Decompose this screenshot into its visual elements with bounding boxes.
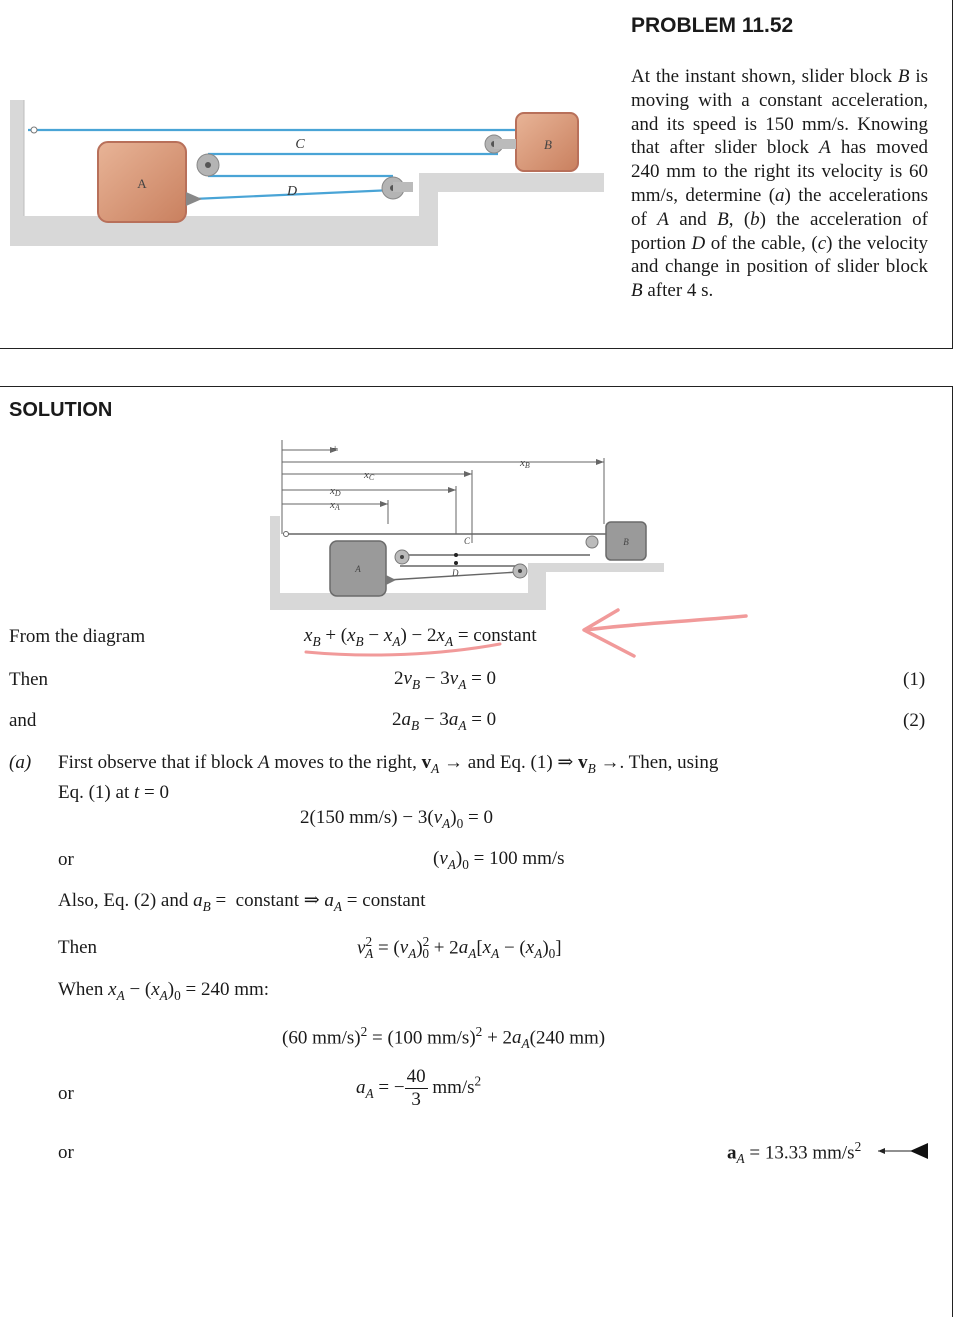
part-a-text-line1: First observe that if block A moves to the right, $v_A$ → and Eq. (1) ⇒ $v_B$ →. Then, using — [58, 752, 719, 776]
statement-part: b — [750, 208, 760, 230]
solution-label-b: B — [623, 537, 629, 547]
or-label-3: or — [58, 1142, 74, 1163]
label-d: D — [286, 184, 298, 199]
equation-aa-fraction: $a_A$ = − $\frac{40}{3}$ $mm/s^2$ — [356, 1066, 482, 1110]
solution-figure — [268, 438, 668, 613]
equation-number-1: (1) — [903, 669, 926, 690]
equation-va0: $(v_A)_0 = 100$ mm/s — [433, 848, 565, 872]
or-label-1: or — [58, 849, 74, 870]
statement-part: At the instant shown, slider block — [631, 66, 898, 87]
row-label-and: and — [9, 710, 37, 731]
statement-part: A — [819, 137, 831, 159]
problem-title: PROBLEM 11.52 — [631, 14, 794, 37]
equation-number-2: (2) — [903, 710, 926, 731]
answer-arrow — [876, 1140, 930, 1162]
statement-part: A — [657, 208, 669, 230]
equation-velocity: $2v_B - 3v_A = 0$ — [394, 668, 497, 692]
statement-part: a — [775, 184, 785, 206]
statement-part: B — [631, 280, 643, 302]
equation-initial: 2(150 $mm/s) - 3(v_A)_0 = 0$ — [300, 807, 493, 831]
row-label-then: Then — [9, 669, 49, 690]
part-a-text-line2: Eq. (1) at t = 0 — [58, 782, 169, 803]
problem-statement — [631, 65, 928, 303]
equation-constraint: $x_B + (x_B - x_A) - 2x_A$ = constant — [304, 625, 537, 649]
label-a: A — [137, 176, 147, 191]
statement-part: c — [817, 232, 827, 254]
statement-part: ) the velocity and change in position of slider block — [631, 232, 929, 278]
dim-plus: + — [332, 443, 339, 455]
dim-xc: xC — [364, 469, 375, 482]
solution-title: SOLUTION — [9, 399, 113, 421]
solution-label-a: A — [355, 564, 361, 574]
when-text: When $x_A - (x_A)_0 = 240$ mm: — [58, 979, 270, 1003]
row-label-from-diagram: From the diagram — [9, 626, 146, 647]
statement-part: has moved 240 mm to the right its velocity is 60 mm/s, determine ( — [631, 137, 928, 206]
solution-label-d: D — [452, 568, 459, 578]
statement-part: B — [717, 208, 729, 230]
or-label-2: or — [58, 1083, 74, 1104]
answer-aa: $a_A = 13.33$ $mm/s^2$ — [727, 1139, 862, 1167]
solution-label-c: C — [464, 536, 471, 546]
statement-part: after 4 s. — [642, 280, 714, 302]
equation-kinematic: $v^2_A = (v_A)^2_0 + 2a_A[x_A - (x_A)_0]$ — [357, 934, 562, 962]
part-a-label: (a) — [9, 752, 32, 773]
statement-part: , ( — [728, 208, 751, 230]
equation-substituted: (60 mm/s)$^2$ = (100 $mm/s)^2 + 2a_A(240$ mm) — [282, 1024, 606, 1052]
also-text: Also, Eq. (2) and $a_B$ = constant ⇒ $a_A$ = constant — [58, 890, 426, 914]
problem-figure — [8, 96, 608, 248]
statement-part: D — [691, 232, 706, 254]
statement-part: B — [897, 66, 910, 87]
equation-acceleration: $2a_B - 3a_A = 0$ — [392, 709, 497, 733]
label-c: C — [295, 137, 305, 152]
statement-part: ) the acceleration of portion — [631, 208, 928, 254]
dim-xb: xB — [520, 457, 530, 470]
statement-part: of the cable, ( — [705, 232, 818, 254]
statement-part: ) the accelerations of — [631, 184, 928, 230]
statement-part: and — [668, 208, 718, 230]
dim-xd: xD — [330, 485, 341, 498]
dim-xa: xA — [330, 499, 340, 512]
label-b: B — [544, 137, 552, 152]
then-label-2: Then — [58, 937, 98, 958]
statement-part: is moving with a constant acceleration, and its speed is 150 mm/s. Knowing that after slider block — [631, 66, 928, 159]
